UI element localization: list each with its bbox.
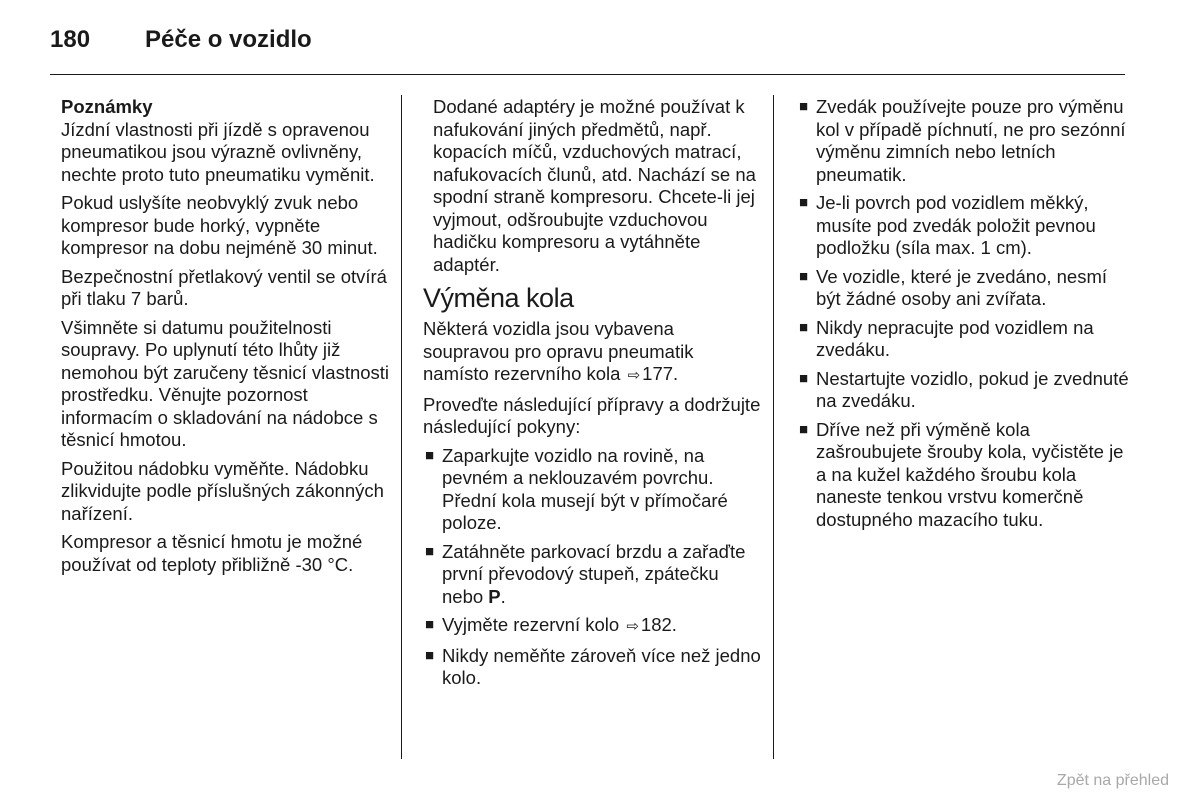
prep-paragraph: Proveďte následující přípravy a dodržujte následující pokyny: bbox=[423, 393, 761, 437]
note-paragraph: Všimněte si datumu použitelnosti soupravy. Po uplynutí této lhůty již nemohou být zaručeny těsnicí vlastnosti prostředku. Věnujte pozornost informacím o skladování na nádobce s těsnicí hmotou. bbox=[61, 316, 390, 450]
list-item-text: Ve vozidle, které je zvedáno, nesmí být žádné osoby ani zvířata. bbox=[816, 265, 1108, 309]
bullet-icon: ■ bbox=[425, 646, 435, 664]
header-rule bbox=[50, 74, 1125, 75]
note-paragraph: Jízdní vlastnosti při jízdě s opravenou pneumatikou jsou výrazně ovlivněny, nechte proto tuto pneumatiku vyměnit. bbox=[61, 118, 375, 185]
list-item-end: . bbox=[500, 585, 506, 607]
intro-text: Některá vozidla jsou vybavena soupravou pro opravu pneumatik namísto rezervního kola bbox=[423, 318, 694, 384]
bullet-icon: ■ bbox=[799, 369, 809, 387]
list-item bbox=[797, 368, 1132, 413]
page-number: 180 bbox=[50, 26, 91, 53]
list-item-text: Zaparkujte vozidlo na rovině, na pevném a neklouzavém povrchu. Přední kola musejí být v přímočaré poloze. bbox=[442, 444, 728, 533]
list-item bbox=[423, 614, 763, 639]
list-item bbox=[797, 266, 1132, 311]
column-divider-left bbox=[401, 95, 402, 759]
adapter-paragraph: Dodané adaptéry je možné používat k nafukování jiných předmětů, např. kopacích míčů, vzduchových matrací, nafukovacích člunů, atd. Nachází se na spodní straně kompresoru. Chcete-li jej vyjmout, odšroubujte vzduchovou hadičku kompresoru a vytáhněte adaptér. bbox=[433, 96, 756, 275]
safety-list bbox=[797, 96, 1132, 531]
list-item bbox=[797, 419, 1132, 532]
list-item-text: Zvedák používejte pouze pro výměnu kol v případě píchnutí, ne pro sezónní výměnu zimních nebo letních pneumatik. bbox=[816, 96, 1126, 185]
bullet-icon: ■ bbox=[799, 267, 809, 285]
list-item-text: Vyjměte rezervní kolo bbox=[442, 614, 620, 635]
note-paragraph: Kompresor a těsnicí hmotu je možné používat od teploty přibližně -30 °C. bbox=[61, 531, 363, 575]
column-jack-safety bbox=[797, 96, 1132, 537]
column-notes bbox=[61, 96, 396, 582]
page-ref-link[interactable]: 177. bbox=[642, 363, 679, 384]
list-item-text: Dříve než při výměně kola zašroubujete šrouby kola, vyčistěte je a na kužel každého šroubu kola naneste tenkou vrstvu komerčně dostupného mazacího tuku. bbox=[816, 418, 1124, 530]
page-ref-icon: ⇨ bbox=[626, 618, 639, 635]
bullet-icon: ■ bbox=[799, 420, 809, 438]
column-wheel-change bbox=[423, 96, 763, 696]
list-item-text: Nestartujte vozidlo, pokud je zvednuté na zvedáku. bbox=[816, 367, 1129, 411]
note-paragraph: Bezpečnostní přetlakový ventil se otvírá při tlaku 7 barů. bbox=[61, 265, 387, 309]
list-item-text: Zatáhněte parkovací brzdu a zařaďte první převodový stupeň, zpátečku nebo bbox=[442, 540, 746, 607]
list-item bbox=[423, 541, 763, 609]
list-item bbox=[797, 192, 1132, 260]
intro-paragraph bbox=[423, 318, 763, 388]
page-title: Péče o vozidlo bbox=[145, 26, 312, 53]
list-item bbox=[797, 317, 1132, 362]
bullet-icon: ■ bbox=[799, 98, 809, 115]
page-ref-link[interactable]: 182. bbox=[640, 614, 677, 635]
prep-list bbox=[423, 445, 763, 690]
bullet-icon: ■ bbox=[425, 616, 435, 633]
list-item bbox=[797, 96, 1132, 186]
section-title: Výměna kola bbox=[423, 283, 574, 313]
gear-position: P bbox=[488, 585, 501, 607]
list-item-text: Nikdy neměňte zároveň více než jedno kolo. bbox=[442, 644, 761, 688]
list-item bbox=[423, 645, 763, 690]
list-item-text: Je-li povrch pod vozidlem měkký, musíte pod zvedák položit pevnou podložku (síla max. 1 cm). bbox=[816, 192, 1096, 258]
note-paragraph: Pokud uslyšíte neobvyklý zvuk nebo kompresor bude horký, vypněte kompresor na dobu nejméně 30 minut. bbox=[61, 192, 378, 258]
list-item-text: Nikdy nepracujte pod vozidlem na zvedáku. bbox=[816, 316, 1094, 360]
page-ref-icon: ⇨ bbox=[627, 367, 641, 384]
bullet-icon: ■ bbox=[425, 542, 435, 560]
bullet-icon: ■ bbox=[799, 318, 809, 336]
bullet-icon: ■ bbox=[425, 446, 435, 464]
note-paragraph: Použitou nádobku vyměňte. Nádobku zlikvidujte podle příslušných zákonných nařízení. bbox=[61, 457, 384, 524]
back-to-overview-link[interactable]: Zpět na přehled bbox=[1056, 772, 1169, 789]
notes-heading: Poznámky bbox=[61, 96, 153, 117]
column-divider-right bbox=[773, 95, 774, 759]
bullet-icon: ■ bbox=[799, 194, 809, 211]
list-item bbox=[423, 445, 763, 535]
